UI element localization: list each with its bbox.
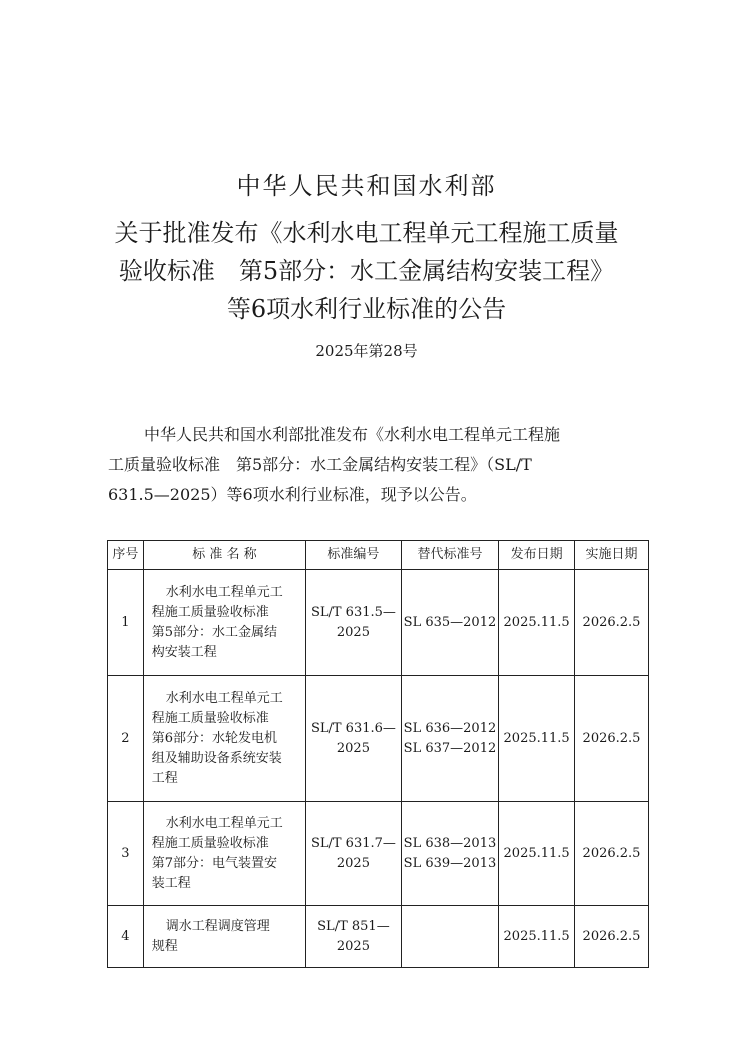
cell-publish-date: 2025.11.5 (499, 802, 575, 906)
cell-replaced-code (401, 676, 499, 802)
name-line: 工程 (151, 770, 178, 786)
cell-effective-date: 2026.2.5 (574, 676, 648, 802)
cell-effective-date: 2026.2.5 (574, 906, 648, 968)
name-line: 第6部分：水轮发电机 (151, 730, 277, 746)
code-line: 2025 (336, 855, 370, 871)
body-line: 中华人民共和国水利部批准发布《水利水电工程单元工程施 (144, 425, 561, 444)
cell-standard-code (306, 802, 401, 906)
announcement-title (60, 214, 673, 328)
table-row (108, 570, 649, 676)
replaced-line: SL 638—2013 (403, 835, 497, 851)
cell-standard-code (306, 676, 401, 802)
name-line: 水利水电工程单元工 (165, 690, 283, 706)
title-line: 关于批准发布《水利水电工程单元工程施工质量 (114, 219, 619, 247)
code-line: 2025 (336, 740, 370, 756)
header-publish-date: 发布日期 (499, 541, 575, 570)
cell-publish-date: 2025.11.5 (499, 906, 575, 968)
cell-standard-code (306, 570, 401, 676)
name-line: 程施工质量验收标准 (151, 710, 269, 726)
cell-replaced-code (401, 802, 499, 906)
header-replaced-code: 替代标准号 (401, 541, 499, 570)
title-line: 等6项水利行业标准的公告 (226, 295, 507, 323)
name-line: 装工程 (151, 875, 191, 891)
name-line: 构安装工程 (151, 644, 217, 660)
name-line: 规程 (151, 938, 178, 954)
table-row (108, 802, 649, 906)
body-line: 631.5—2025）等6项水利行业标准，现予以公告。 (108, 485, 477, 504)
issuing-authority: 中华人民共和国水利部 (236, 172, 497, 200)
cell-standard-name (143, 676, 305, 802)
name-line: 程施工质量验收标准 (151, 604, 269, 620)
replaced-line: SL 639—2013 (403, 855, 497, 871)
name-line: 水利水电工程单元工 (165, 815, 283, 831)
document-number: 2025年第28号 (315, 342, 418, 360)
code-line: SL/T 631.7— (310, 835, 396, 851)
replaced-line: SL 637—2012 (403, 740, 497, 756)
cell-serial: 1 (108, 570, 144, 676)
name-line: 第7部分：电气装置安 (151, 855, 277, 871)
cell-standard-name (143, 906, 305, 968)
cell-serial: 3 (108, 802, 144, 906)
cell-effective-date: 2026.2.5 (574, 802, 648, 906)
cell-publish-date: 2025.11.5 (499, 570, 575, 676)
header-serial: 序号 (108, 541, 144, 570)
standards-table (107, 540, 649, 968)
code-line: SL/T 631.5— (310, 604, 396, 620)
table-header-row (108, 541, 649, 570)
body-line: 工质量验收标准 第5部分：水工金属结构安装工程》（SL/T (108, 455, 532, 474)
cell-standard-code (306, 906, 401, 968)
replaced-line: SL 635—2012 (403, 614, 497, 630)
code-line: SL/T 851— (317, 918, 390, 934)
header-standard-code: 标准编号 (306, 541, 401, 570)
header-effective-date: 实施日期 (574, 541, 648, 570)
name-line: 第5部分：水工金属结 (151, 624, 277, 640)
cell-replaced-code (401, 906, 499, 968)
code-line: 2025 (336, 624, 370, 640)
name-line: 组及辅助设备系统安装 (151, 750, 282, 766)
header-standard-name: 标 准 名 称 (143, 541, 305, 570)
name-line: 水利水电工程单元工 (165, 584, 283, 600)
code-line: SL/T 631.6— (310, 720, 396, 736)
cell-standard-name (143, 802, 305, 906)
cell-effective-date: 2026.2.5 (574, 570, 648, 676)
cell-publish-date: 2025.11.5 (499, 676, 575, 802)
name-line: 程施工质量验收标准 (151, 835, 269, 851)
cell-serial: 2 (108, 676, 144, 802)
cell-serial: 4 (108, 906, 144, 968)
announcement-body (108, 420, 648, 510)
code-line: 2025 (336, 938, 370, 954)
table-row (108, 676, 649, 802)
table-row (108, 906, 649, 968)
cell-replaced-code (401, 570, 499, 676)
title-line: 验收标准 第5部分：水工金属结构安装工程》 (118, 257, 615, 285)
replaced-line: SL 636—2012 (403, 720, 497, 736)
name-line: 调水工程调度管理 (165, 918, 270, 934)
cell-standard-name (143, 570, 305, 676)
